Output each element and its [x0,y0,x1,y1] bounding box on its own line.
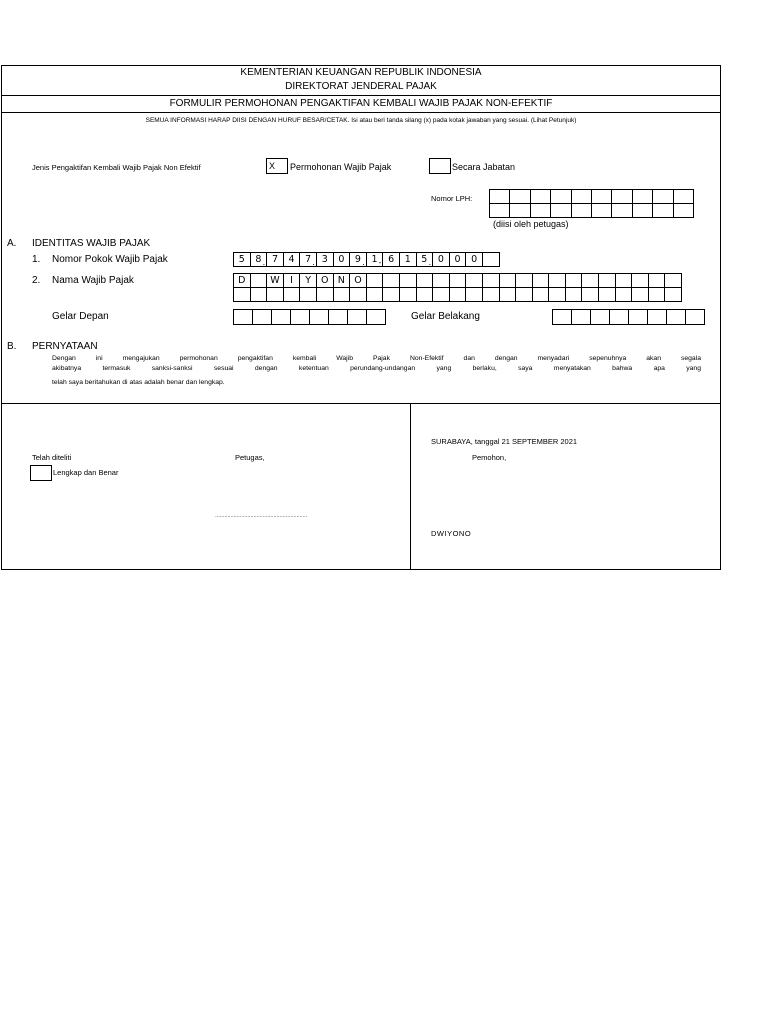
nama-char-cell[interactable] [299,287,317,302]
nama-char-cell[interactable] [250,287,268,302]
npwp-digit-cell[interactable] [299,252,317,267]
lph-cell[interactable] [611,203,632,218]
nama-label: Nama Wajib Pajak [52,275,134,286]
permohonan-checkbox[interactable]: X [266,158,288,174]
signature-divider [1,403,721,404]
nama-char-cell[interactable] [631,287,649,302]
nama-char-cell[interactable] [598,287,616,302]
gelar-belakang-cell[interactable] [628,309,648,325]
npwp-digit: 0 [454,254,461,265]
nama-char-cell[interactable] [565,273,583,288]
nama-char-cell[interactable] [283,287,301,302]
nama-char-cell[interactable] [316,287,334,302]
lph-cell[interactable] [530,203,551,218]
nama-char-cell[interactable] [416,287,434,302]
npwp-digit: 0 [338,254,345,265]
npwp-digit: 9 [354,254,361,265]
lph-cell[interactable] [652,189,673,204]
gelar-depan-field[interactable] [233,309,385,325]
nama-char-cell[interactable] [499,273,517,288]
section-b-title: PERNYATAAN [32,341,98,352]
lph-cell[interactable] [632,189,653,204]
nama-char-cell[interactable] [499,287,517,302]
header-divider [1,95,721,96]
lph-cell[interactable] [509,203,530,218]
nama-char-cell[interactable] [598,273,616,288]
npwp-label: Nomor Pokok Wajib Pajak [52,254,168,265]
npwp-separator: . [428,258,432,267]
lph-cell[interactable] [509,189,530,204]
petugas-signature-line: …………………………………………………… [215,513,308,519]
directorate-name: DIREKTORAT JENDERAL PAJAK [285,81,437,92]
permohonan-label: Permohonan Wajib Pajak [290,162,392,172]
place-date: SURABAYA, tanggal 21 SEPTEMBER 2021 [431,437,578,446]
telah-diteliti-label: Telah diteliti [32,453,72,462]
npwp-digit: 0 [471,254,478,265]
lph-cell[interactable] [550,189,571,204]
npwp-digit-cell[interactable] [333,252,351,267]
gelar-belakang-label: Gelar Belakang [411,311,480,322]
nama-char-cell[interactable]: D [233,273,251,288]
jabatan-checkbox[interactable] [429,158,451,174]
npwp-digit: 1 [404,254,411,265]
nama-char-cell[interactable] [515,273,533,288]
nama-char-cell[interactable] [631,273,649,288]
nama-char-cell[interactable] [581,273,599,288]
nama-char-cell[interactable] [565,287,583,302]
npwp-digit-cell[interactable] [250,252,268,267]
nama-char-cell[interactable] [482,287,500,302]
lph-cell[interactable] [550,203,571,218]
petugas-label: Petugas, [235,453,265,462]
npwp-digit-cell[interactable] [449,252,467,267]
lph-cell[interactable] [632,203,653,218]
nama-field-row-1[interactable] [233,273,681,288]
gelar-depan-cell[interactable] [233,309,253,325]
gelar-belakang-cell[interactable] [552,309,572,325]
npwp-digit: 7 [271,254,278,265]
nama-char-cell[interactable] [648,273,666,288]
npwp-digit: 0 [437,254,444,265]
lph-cell[interactable] [571,189,592,204]
npwp-digit-cell[interactable] [416,252,434,267]
statement-line-3: telah saya beritahukan di atas adalah benar dan lengkap. [52,379,225,386]
nama-char-cell[interactable]: O [349,273,367,288]
nama-number: 2. [32,275,41,286]
npwp-digit: 1 [371,254,378,265]
nama-char-cell[interactable] [432,287,450,302]
gelar-depan-label: Gelar Depan [52,311,109,322]
nama-char-cell[interactable] [449,287,467,302]
nama-char-cell[interactable]: I [283,273,301,288]
gelar-depan-cell[interactable] [252,309,272,325]
signature-column-divider [410,403,411,570]
lph-row-1[interactable] [489,189,693,204]
lengkap-checkbox[interactable] [30,465,52,481]
npwp-separator: . [312,258,315,267]
npwp-digit-cell[interactable] [382,252,400,267]
nama-char-cell[interactable] [449,273,467,288]
gelar-depan-cell[interactable] [271,309,291,325]
npwp-digit: 3 [321,254,328,265]
nama-char-cell[interactable] [366,287,384,302]
jenis-label: Jenis Pengaktifan Kembali Wajib Pajak Non Efektif [32,163,201,172]
lph-cell[interactable] [530,189,551,204]
nama-char-cell[interactable] [266,287,284,302]
gelar-depan-cell[interactable] [366,309,386,325]
nama-char-cell[interactable] [548,287,566,302]
npwp-digit: 6 [388,254,395,265]
ministry-name: KEMENTERIAN KEUANGAN REPUBLIK INDONESIA [240,67,482,78]
section-a-letter: A. [7,238,17,249]
nama-field-row-2[interactable] [233,287,681,302]
lph-cell[interactable] [489,203,510,218]
npwp-separator: - [378,258,382,267]
nama-char-cell[interactable] [648,287,666,302]
npwp-digit-cell[interactable] [432,252,450,267]
nama-char-cell[interactable] [432,273,450,288]
nama-char-cell[interactable] [465,287,483,302]
gelar-depan-cell[interactable] [328,309,348,325]
lph-cell[interactable] [591,189,612,204]
npwp-digit: 8 [255,254,262,265]
nama-char-cell[interactable] [399,273,417,288]
npwp-separator: . [262,258,266,267]
nama-char-cell[interactable] [532,273,550,288]
lph-cell[interactable] [591,203,612,218]
npwp-digit-cell[interactable] [349,252,367,267]
nama-char-cell[interactable] [615,273,633,288]
section-b-letter: B. [7,341,17,352]
title-divider [1,112,721,113]
npwp-digit-cell[interactable] [399,252,417,267]
npwp-digit-cell[interactable] [283,252,301,267]
statement-line-1: Dengan ini mengajukan permohonan pengaktifan kembali Wajib Pajak Non-Efektif dan dengan menyadari sepenuhnya akan segala [52,355,701,362]
gelar-belakang-cell[interactable] [685,309,705,325]
lph-note: (diisi oleh petugas) [493,219,569,229]
lph-cell[interactable] [652,203,673,218]
npwp-digit: 7 [305,254,312,265]
npwp-number: 1. [32,254,41,265]
nama-char-cell[interactable] [515,287,533,302]
nama-char-cell[interactable] [250,273,268,288]
npwp-digit-cell[interactable] [316,252,334,267]
gelar-belakang-cell[interactable] [590,309,610,325]
npwp-digit: 5 [238,254,245,265]
npwp-digit-cell[interactable] [482,252,500,267]
nama-char-cell[interactable] [581,287,599,302]
npwp-digit-cell[interactable] [465,252,483,267]
lph-row-2[interactable] [489,203,693,218]
pemohon-label: Pemohon, [472,453,507,462]
gelar-depan-cell[interactable] [347,309,367,325]
gelar-depan-cell[interactable] [309,309,329,325]
npwp-digit: 5 [421,254,428,265]
form-instruction: SEMUA INFORMASI HARAP DIISI DENGAN HURUF BESAR/CETAK. Isi atau beri tanda silang (x) pada kotak jawaban yang sesuai. (Lihat Petunjuk) [145,117,577,124]
npwp-digit-cell[interactable] [233,252,251,267]
nama-char-cell[interactable] [548,273,566,288]
nama-char-cell[interactable]: O [316,273,334,288]
npwp-separator: . [362,258,365,267]
pemohon-name: DWIYONO [431,529,472,538]
nama-char-cell[interactable] [482,273,500,288]
section-a-title: IDENTITAS WAJIB PAJAK [32,238,151,249]
lengkap-label: Lengkap dan Benar [53,468,119,477]
nama-char-cell[interactable] [615,287,633,302]
statement-line-2: akibatnya termasuk sanksi-sanksi sesuai dengan ketentuan perundang-undangan yang berlaku, saya menyatakan bahwa apa yang [52,365,701,372]
lph-cell[interactable] [673,203,694,218]
nama-char-cell[interactable] [416,273,434,288]
jabatan-label: Secara Jabatan [452,162,516,172]
nama-char-cell[interactable] [532,287,550,302]
nama-char-cell[interactable]: N [333,273,351,288]
gelar-belakang-cell[interactable] [647,309,667,325]
nama-char-cell[interactable] [664,287,682,302]
lph-cell[interactable] [489,189,510,204]
nama-char-cell[interactable] [382,273,400,288]
nama-char-cell[interactable]: W [266,273,284,288]
nama-char-cell[interactable] [333,287,351,302]
gelar-belakang-cell[interactable] [571,309,591,325]
npwp-field[interactable] [233,252,499,267]
nama-char-cell[interactable] [664,273,682,288]
gelar-belakang-field[interactable] [552,309,704,325]
nama-char-cell[interactable] [233,287,251,302]
npwp-digit-cell[interactable] [366,252,384,267]
nama-char-cell[interactable] [349,287,367,302]
npwp-digit: 4 [288,254,295,265]
npwp-digit-cell[interactable] [266,252,284,267]
nama-char-cell[interactable] [382,287,400,302]
gelar-belakang-cell[interactable] [609,309,629,325]
form-title: FORMULIR PERMOHONAN PENGAKTIFAN KEMBALI WAJIB PAJAK NON-EFEKTIF [169,98,553,109]
lph-label: Nomor LPH: [431,194,473,203]
nama-char-cell[interactable] [465,273,483,288]
gelar-depan-cell[interactable] [290,309,310,325]
nama-char-cell[interactable] [366,273,384,288]
nama-char-cell[interactable] [399,287,417,302]
lph-cell[interactable] [673,189,694,204]
nama-char-cell[interactable]: Y [299,273,317,288]
lph-cell[interactable] [571,203,592,218]
lph-cell[interactable] [611,189,632,204]
gelar-belakang-cell[interactable] [666,309,686,325]
